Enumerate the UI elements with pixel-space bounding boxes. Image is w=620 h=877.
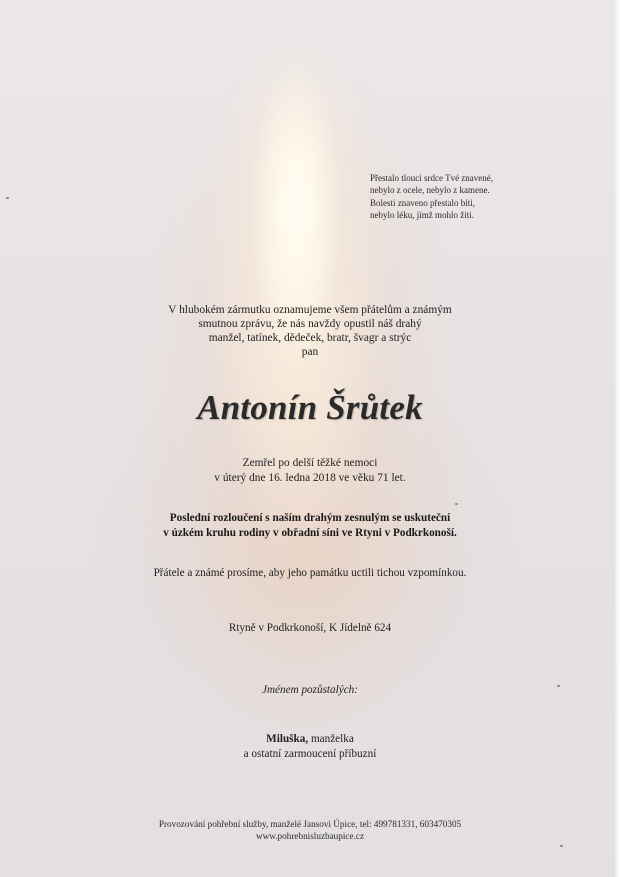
farewell-line: Poslední rozloučení s naším drahým zesnulým se uskuteční <box>169 512 451 524</box>
mourner-name: Miluška, <box>266 733 309 745</box>
mourners <box>120 732 500 761</box>
scan-edge <box>614 0 620 877</box>
address: Rtyně v Podkrkonoší, K Jídelně 624 <box>228 622 392 634</box>
announcement-line: smutnou zprávu, že nás navždy opustil náš drahý <box>198 318 422 330</box>
scan-speck <box>557 685 560 687</box>
footer-website: www.pohrebnisluzbaupice.cz <box>255 831 365 841</box>
farewell-info <box>100 511 520 540</box>
mourner-primary <box>120 732 500 747</box>
scan-speck <box>560 845 563 847</box>
mourner-relation: manželka <box>308 733 354 745</box>
poem-line: Bolesti znaveno přestalo bíti, <box>370 197 475 208</box>
farewell-line: v úzkém kruhu rodiny v obřadní síni ve Rtyni v Podkrkonoší. <box>163 526 457 539</box>
on-behalf-label: Jménem pozůstalých: <box>262 684 358 696</box>
poem-line: nebylo z ocele, nebylo z kamene. <box>370 185 490 196</box>
poem-line: nebylo léku, jímž mohlo žíti. <box>370 210 474 221</box>
announcement-text <box>100 303 520 359</box>
death-line: v úterý dne 16. ledna 2018 ve věku 71 let. <box>214 471 406 484</box>
mourner-others: a ostatní zarmoucení příbuzní <box>243 747 377 760</box>
scan-speck <box>6 197 9 199</box>
announcement-line: manžel, tatínek, dědeček, bratr, švagr a strýc <box>208 332 412 344</box>
death-line: Zemřel po delší těžké nemoci <box>242 457 378 469</box>
poem <box>370 172 570 222</box>
death-info <box>120 456 500 485</box>
funeral-service-footer <box>80 818 540 842</box>
announcement-line: pan <box>301 346 319 358</box>
announcement-line: V hlubokém zármutku oznamujeme všem přátelům a známým <box>168 304 452 316</box>
poem-line: Přestalo tlouci srdce Tvé znavené, <box>370 173 494 183</box>
scan-speck <box>455 503 458 505</box>
footer-contact: Provozování pohřební služby, manželé Jansovi Úpice, tel: 499781331, 603470305 <box>158 819 462 829</box>
deceased-name: Antonín Šrůtek <box>197 388 423 427</box>
friends-note: Přátele a známé prosíme, aby jeho památku uctili tichou vzpomínkou. <box>153 567 467 579</box>
